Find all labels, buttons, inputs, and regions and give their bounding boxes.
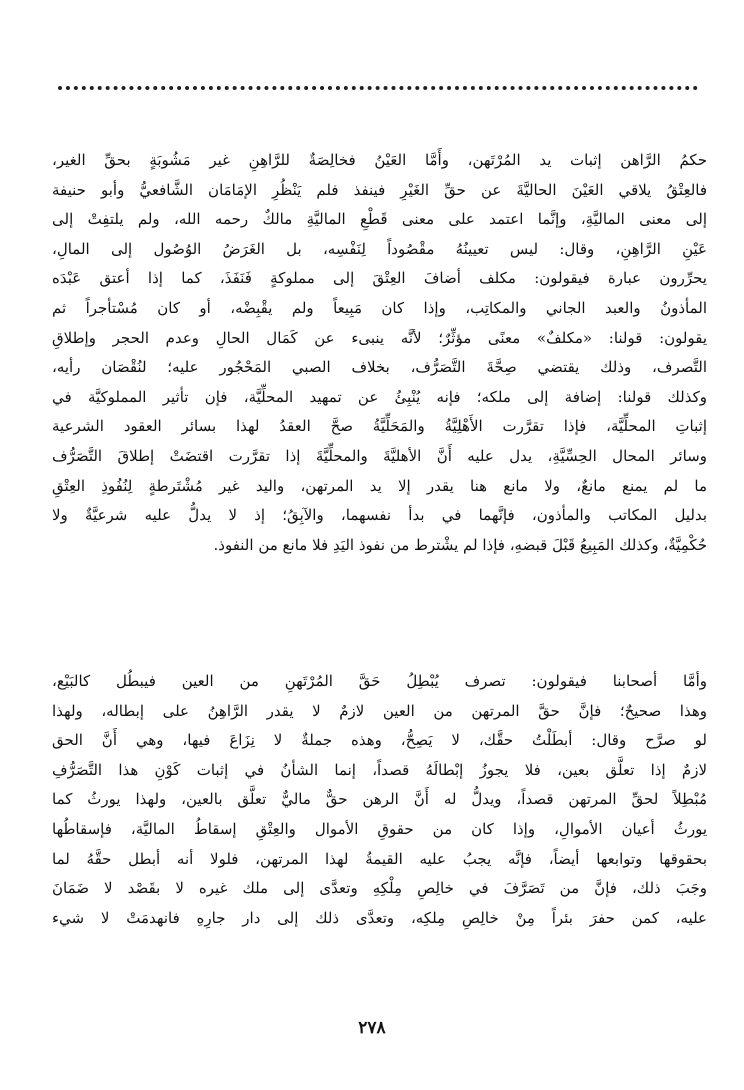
text-line: ما لم يمنع مانعٌ، ولا مانع هنا يقدر إلا يد المرتهن، واليد غير مُشْتَرطةٍ لِنُفُوذِ العِتْقِ (52, 476, 707, 495)
paragraph-1 (52, 146, 707, 560)
text-line: وجَبَ ذلك، فإنَّ من تَصَرَّفَ في خالِصِ مِلْكِهِ وتعدَّى إلى ملك غيره لا بقَصْد لا ضَمَانَ (52, 879, 707, 898)
text-line: إثباتِ المحلِّيَّة، فإذا تقرَّرت الأَهْلِيَّةُ والمَحَلِّيَّةُ صحَّ العقدُ لهذا بسائر العقود الشرعية (52, 417, 707, 436)
text-line: يورثُ أعيان الأموالِ، وإذا كان من حقوقِ الأموال والعِتْقِ إسقاطُ الماليَّة، فإسقاطُها (52, 819, 707, 838)
text-line: حكمُ الرَّاهن إثبات يد المُرْتَهن، وأَمَّا العَيْنُ فخالِصَةٌ للرَّاهِنِ غير مَشُوبَةٍ بحقِّ الغير، (52, 151, 707, 169)
text-line: فالعِتْقُ يلاقي العَيْنَ الحاليَّةَ عن حقِّ الغَيْرِ فينفذ فلم يَنْظُرِ الإمَامَان الشَّافعيُّ وأبو حنيفة (52, 180, 707, 199)
text-line: المأذونُ والعبد الجاني والمكاتِب، وإذا كان مَبِيعاً ولم يقْبِضْه، أو كان مُسْتأجراً ثم (52, 298, 707, 317)
text-line: يقولون: قولنا: «مكلفٌ» معنًى مؤثِّرٌ؛ لأنَّه ينبىء عن كَمَال الحالِ وعدم الحجر وإطلاقِ (52, 328, 707, 347)
text-line: حُكْمِيَّةٌ، وكذلك المَبِيعُ قَبْلَ قبضهِ، فإذا لم يشْترط من نفوذ اليَدِ فلا مانع من النفوذ. (213, 535, 707, 554)
text-line: عليه، كمن حفرَ بئراً مِنْ خالِصِ مِلكِه، وتعدَّى ذلك إلى دار جارِهِ فانهدمَتْ لا شيء (52, 908, 707, 927)
text-line: لازمٌ إذا تعلَّق بعين، فلا يجوزُ إبْطالَهُ قصداً، إنما الشأنُ في إثبات كَوْنِ هذا التَّصَرُّفِ (52, 760, 707, 779)
text-line: بحقوقها وتوابعها أيضاً، فإنَّه يجبُ عليه القيمةُ لهذا المرتهن، فلولا أنه أبطل حقَّهُ لما (52, 849, 707, 868)
text-line: وهذا صحيحٌ؛ فإنَّ حقَّ المرتهن من العين لازمٌ لا يقدر الرَّاهِنُ على إبطاله، ولهذا (52, 701, 707, 720)
text-line: يحرِّرون عبارة فيقولون: مكلف أضافَ العِتْقَ إلى مملوكةٍ فَنَفَذَ، كما إذا أعتق عَبْدَه (52, 269, 707, 288)
text-line: وكذلك قولنا: إضافة إلى ملكه؛ فإنه يُنْبِئُ عن تمهيد المحلِّيَّة، فإن تأثير المملوكيَّة في (52, 387, 707, 406)
text-line: لو صرَّح وقال: أبطَلْتُ حقَّك، لا يَصِحُّ، وهذه جملةٌ لا نِزَاعَ فيها، وهي أَنَّ الحق (52, 731, 707, 750)
text-line: وأمَّا أصحابنا فيقولون: تصرف يُبْطِلُ حَقَّ المُرْتَهنِ من العين فيبطُل كالبَيْع، (52, 672, 707, 690)
page-number: ٢٧٨ (358, 1018, 386, 1038)
text-line: التَّصرف، وذلك يقتضي صِحَّةَ التَّصَرُّف، بخلاف الصبي المَحْجُور عليه؛ لنُقْصَان رأيه، (52, 358, 707, 377)
text-line: إلى معنى الماليَّةِ، وإنَّما اعتمد على معنى قَطْعِ الماليَّةِ مالكٌ رحمه الله، ولم يلتفِتْ إلى (52, 210, 707, 229)
text-line: بدليل المكاتب والمأذون، فإنَّهما في بدأ نفسهما، والآبِقُ؛ إذ لا يدلُّ عليه شرعيَّةٌ ولا (52, 506, 707, 525)
text-line: عَيْنِ الرَّاهِنِ، وقال: ليس تعيينُهُ مقْصُوداً لِنَفْسِه، بل الغَرَضُ الوُصُول إلى المالِ، (52, 239, 707, 258)
text-line: مُبْطِلاً لحقِّ المرتهن قصداً، ويدلُّ له أَنَّ الرهن حقٌّ ماليٌّ تعلَّق بالعين، ولهذا يورثُ كما (52, 790, 707, 809)
text-line: وسائر المحال الحِسِّيَّةِ، يدل عليه أَنَّ الأهليَّةَ والمحلِّيَّةَ إذا تقرَّرت اقتضَتْ إطلاقَ التَّصَرُّف (52, 446, 707, 465)
dotted-header-rule (58, 86, 698, 90)
paragraph-2 (52, 667, 707, 933)
